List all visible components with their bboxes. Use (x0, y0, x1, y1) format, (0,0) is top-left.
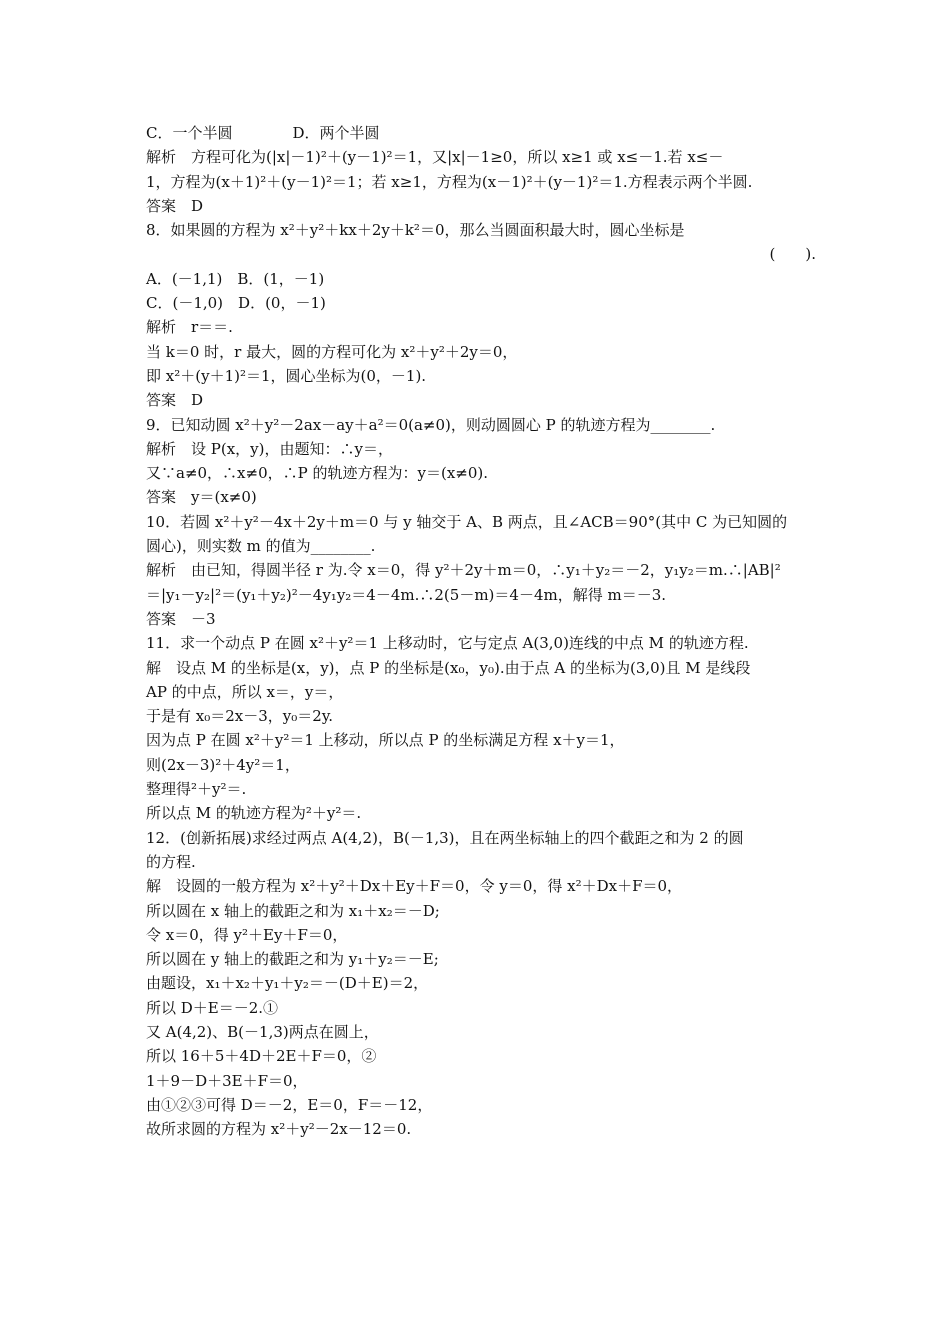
analysis-line: 又∵a≠0，∴x≠0，∴P 的轨迹方程为：y＝(x≠0). (146, 464, 489, 483)
analysis-line: 解析 由已知，得圆半径 r 为.令 x＝0，得 y²＋2y＋m＝0，∴y₁＋y₂＝－2，y₁y₂＝m.∴|AB|² (146, 561, 781, 580)
solution-line: 由①②③可得 D＝－2，E＝0，F＝－12， (146, 1095, 433, 1114)
solution-line: 所以 D＋E＝－2.① (146, 998, 279, 1017)
solution-line: AP 的中点，所以 x＝，y＝， (146, 682, 344, 701)
question-12-cont: 的方程. (146, 852, 196, 871)
solution-line: 所以点 M 的轨迹方程为²＋y²＝. (146, 804, 362, 823)
question-11: 11．求一个动点 P 在圆 x²＋y²＝1 上移动时，它与定点 A(3,0)连线的中点 M 的轨迹方程. (146, 634, 749, 653)
question-12: 12．(创新拓展)求经过两点 A(4,2)，B(－1,3)，且在两坐标轴上的四个截距之和为 2 的圆 (146, 828, 744, 847)
question-10: 10．若圆 x²＋y²－4x＋2y＋m＝0 与 y 轴交于 A、B 两点，且∠ACB＝90°(其中 C 为已知圆的 (146, 512, 788, 531)
solution-line: 因为点 P 在圆 x²＋y²＝1 上移动，所以点 P 的坐标满足方程 x＋y＝1， (146, 731, 625, 750)
solution-line: 故所求圆的方程为 x²＋y²－2x－12＝0. (146, 1120, 412, 1139)
solution-line: 解 设点 M 的坐标是(x，y)，点 P 的坐标是(x₀，y₀).由于点 A 的坐标为(3,0)且 M 是线段 (146, 658, 751, 677)
answer-blank: ( ). (769, 245, 816, 264)
solution-line: 所以 16＋5＋4D＋2E＋F＝0，② (146, 1047, 377, 1066)
document-body (146, 121, 816, 1141)
answer-line: 答案 y＝(x≠0) (146, 488, 257, 507)
question-9: 9．已知动圆 x²＋y²－2ax－ay＋a²＝0(a≠0)，则动圆圆心 P 的轨迹方程为________. (146, 415, 716, 434)
solution-line: 又 A(4,2)、B(－1,3)两点在圆上， (146, 1022, 379, 1041)
analysis-line: 即 x²＋(y＋1)²＝1，圆心坐标为(0，－1). (146, 366, 427, 385)
solution-line: 令 x＝0，得 y²＋Ey＋F＝0， (146, 925, 348, 944)
question-10-cont: 圆心)，则实数 m 的值为________. (146, 537, 376, 556)
option-line: C．(－1,0) D．(0，－1) (146, 294, 326, 313)
analysis-line: ＝|y₁－y₂|²＝(y₁＋y₂)²－4y₁y₂＝4－4m.∴2(5－m)＝4－4m，解得 m＝－3. (146, 585, 667, 604)
answer-line: 答案 D (146, 196, 204, 215)
analysis-line: 解析 方程可化为(|x|－1)²＋(y－1)²＝1，又|x|－1≥0，所以 x≥1 或 x≤－1.若 x≤－ (146, 148, 724, 167)
analysis-line: 解析 设 P(x，y)，由题知：∴y＝， (146, 439, 393, 458)
option-line: C．一个半圆 D．两个半圆 (146, 124, 380, 142)
analysis-line: 解析 r＝＝. (146, 318, 233, 337)
solution-line: 解 设圆的一般方程为 x²＋y²＋Dx＋Ey＋F＝0，令 y＝0，得 x²＋Dx＋F＝0， (146, 877, 683, 896)
analysis-line: 当 k＝0 时，r 最大，圆的方程可化为 x²＋y²＋2y＝0， (146, 342, 518, 361)
analysis-line: 1，方程为(x＋1)²＋(y－1)²＝1；若 x≥1，方程为(x－1)²＋(y－1)²＝1.方程表示两个半圆. (146, 172, 753, 191)
answer-line: 答案 D (146, 391, 204, 410)
option-line: A．(－1,1) B．(1，－1) (146, 269, 325, 288)
solution-line: 整理得²＋y²＝. (146, 780, 247, 799)
answer-line: 答案 －3 (146, 609, 216, 628)
solution-line: 由题设，x₁＋x₂＋y₁＋y₂＝－(D＋E)＝2， (146, 974, 429, 993)
question-8: 8．如果圆的方程为 x²＋y²＋kx＋2y＋k²＝0，那么当圆面积最大时，圆心坐标是 (146, 221, 685, 240)
solution-line: 1＋9－D＋3E＋F＝0， (146, 1071, 308, 1090)
solution-line: 则(2x－3)²＋4y²＝1， (146, 755, 300, 774)
solution-line: 所以圆在 x 轴上的截距之和为 x₁＋x₂＝－D; (146, 901, 440, 920)
solution-line: 所以圆在 y 轴上的截距之和为 y₁＋y₂＝－E; (146, 950, 439, 969)
solution-line: 于是有 x₀＝2x－3，y₀＝2y. (146, 707, 334, 726)
